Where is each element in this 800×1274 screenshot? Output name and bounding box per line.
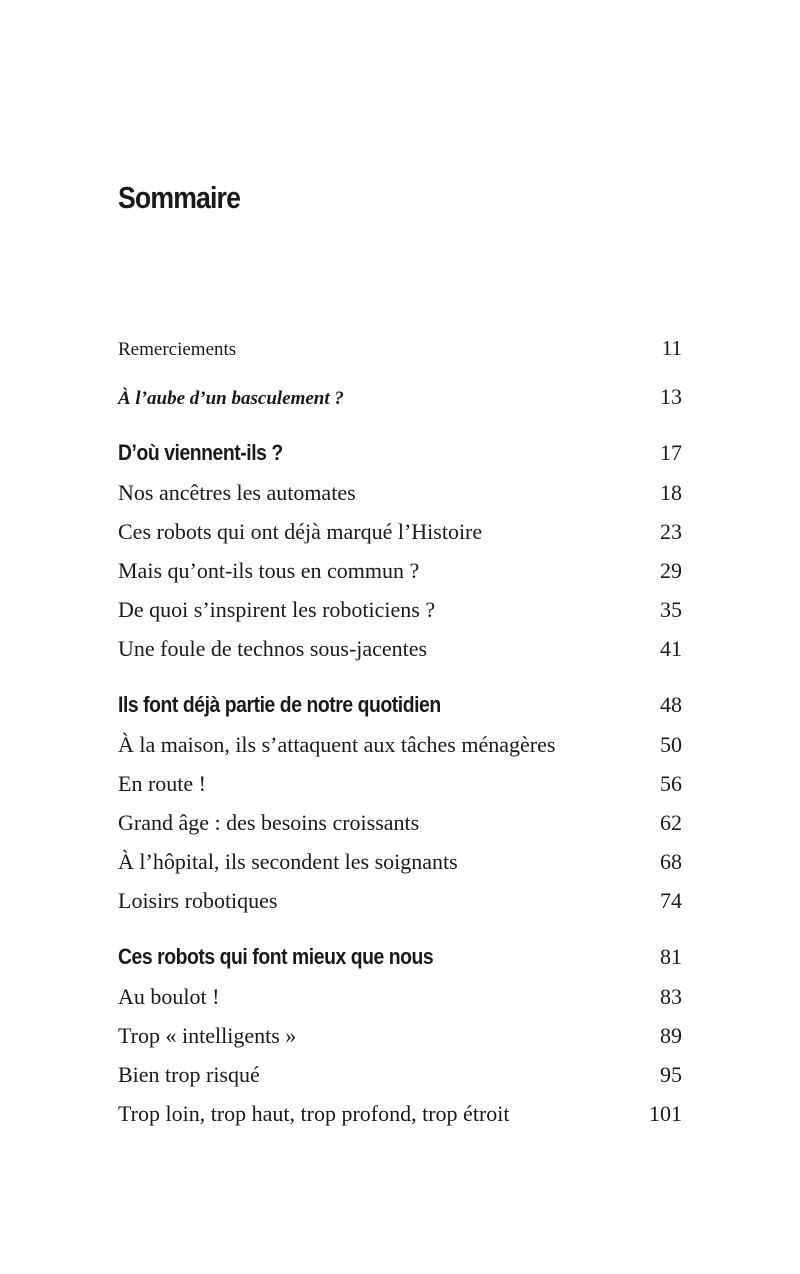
toc-entry[interactable] [118, 810, 682, 836]
page-title: Sommaire [118, 180, 241, 215]
toc-entry-page: 50 [660, 732, 682, 757]
toc-entry-label: Ces robots qui ont déjà marqué l’Histoire [118, 519, 483, 544]
toc-entry-page: 41 [660, 636, 682, 661]
toc-chapter-title: Ces robots qui font mieux que nous [118, 944, 434, 969]
toc-entry-page: 11 [661, 336, 682, 360]
toc-entry-label: En route ! [118, 771, 206, 796]
toc-chapter-1[interactable] [118, 440, 682, 466]
toc-entry[interactable] [118, 771, 682, 797]
toc-entry-label: Mais qu’ont-ils tous en commun ? [118, 558, 420, 583]
toc-entry-remerciements[interactable] [118, 336, 682, 361]
toc-entry-introduction[interactable] [118, 384, 682, 410]
toc-chapter-page: 81 [660, 944, 682, 969]
toc-entry-label: À la maison, ils s’attaquent aux tâches ménagères [118, 732, 556, 757]
toc-entry-label: Loisirs robotiques [118, 888, 278, 913]
toc-entry-label: À l’aube d’un basculement ? [118, 388, 344, 409]
toc-entry-label: Trop « intelligents » [118, 1023, 297, 1048]
toc-entry-page: 83 [660, 984, 682, 1009]
toc-entry-page: 18 [660, 480, 682, 505]
toc-chapter-page: 48 [660, 692, 682, 717]
toc-entry-label: De quoi s’inspirent les roboticiens ? [118, 597, 436, 622]
toc-entry-page: 35 [660, 597, 682, 622]
toc-chapter-title: D’où viennent-ils ? [118, 440, 283, 465]
toc-entry-page: 62 [660, 810, 682, 835]
toc-entry-page: 95 [660, 1062, 682, 1087]
toc-chapter-2[interactable] [118, 692, 682, 718]
toc-entry[interactable] [118, 636, 682, 662]
toc-entry-label: Trop loin, trop haut, trop profond, trop étroit [118, 1101, 510, 1126]
toc-entry[interactable] [118, 519, 682, 545]
toc-entry[interactable] [118, 1101, 682, 1127]
toc-entry-page: 56 [660, 771, 682, 796]
toc-entry-label: Nos ancêtres les automates [118, 480, 356, 505]
toc-entry-label: Remerciements [118, 339, 237, 360]
toc-entry[interactable] [118, 558, 682, 584]
toc-entry-label: Grand âge : des besoins croissants [118, 810, 420, 835]
toc-entry-page: 89 [660, 1023, 682, 1048]
toc-entry-page: 23 [660, 519, 682, 544]
toc-chapter-title: Ils font déjà partie de notre quotidien [118, 692, 441, 717]
toc-entry-page: 68 [660, 849, 682, 874]
toc-entry[interactable] [118, 597, 682, 623]
toc-entry-label: Bien trop risqué [118, 1062, 260, 1087]
toc-entry[interactable] [118, 984, 682, 1010]
toc-chapter-3[interactable] [118, 944, 682, 970]
toc-entry[interactable] [118, 888, 682, 914]
toc-entry-label: À l’hôpital, ils secondent les soignants [118, 849, 458, 874]
toc-entry-page: 29 [660, 558, 682, 583]
toc-chapter-page: 17 [660, 440, 682, 465]
toc-entry-label: Une foule de technos sous-jacentes [118, 636, 428, 661]
toc-entry[interactable] [118, 1062, 682, 1088]
toc-entry[interactable] [118, 849, 682, 875]
toc-entry-page: 101 [649, 1101, 682, 1126]
toc-entry[interactable] [118, 732, 682, 758]
toc-entry-page: 13 [660, 384, 682, 409]
toc-entry[interactable] [118, 1023, 682, 1049]
toc-entry-label: Au boulot ! [118, 984, 220, 1009]
toc-entry-page: 74 [660, 888, 682, 913]
toc-entry[interactable] [118, 480, 682, 506]
